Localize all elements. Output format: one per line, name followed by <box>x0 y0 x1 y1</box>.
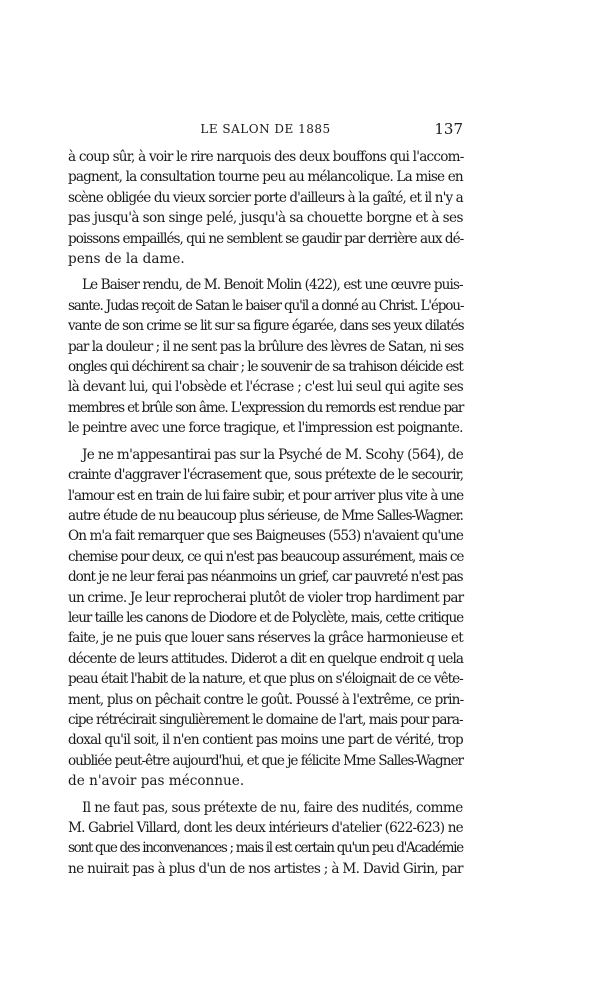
text-line: membres et brûle son âme. L'expression du remords est rendue par <box>68 399 464 416</box>
text-line: ment, plus on pêchait contre le goût. Poussé à l'extrême, ce prin- <box>68 691 464 708</box>
paragraph-3 <box>68 445 463 792</box>
page-header <box>68 120 463 142</box>
text-line: leur taille les canons de Diodore et de Polyclète, mais, cette critique <box>68 609 464 626</box>
paragraph-1 <box>68 147 463 269</box>
text-line: dont je ne leur ferai pas néanmoins un grief, car pauvreté n'est pas <box>68 569 463 586</box>
paragraph-4 <box>68 798 463 880</box>
text-line: pens de la dame. <box>68 251 185 268</box>
text-line: vante de son crime se lit sur sa figure égarée, dans ses yeux dilatés <box>68 318 464 335</box>
body-text <box>68 147 463 885</box>
text-line: sont que des inconvenances ; mais il est certain qu'un peu d'Académie <box>68 840 463 857</box>
text-line: scène obligée du vieux sorcier porte d'ailleurs à la gaîté, et il n'y a <box>68 189 463 206</box>
text-line: cipe rétrécirait singulièrement le domaine de l'art, mais pour para- <box>68 711 463 728</box>
text-line: par la douleur ; il ne sent pas la brûlure des lèvres de Satan, ni ses <box>68 338 464 355</box>
text-line: pagnent, la consultation tourne peu au mélancolique. La mise en <box>68 169 463 186</box>
running-title: LE SALON DE 1885 <box>200 122 331 136</box>
text-line: à coup sûr, à voir le rire narquois des deux bouffons qui l'accom- <box>68 149 464 165</box>
text-line: Je ne m'appesantirai pas sur la Psyché de M. Scohy (564), de <box>82 446 464 463</box>
text-line: chemise pour deux, ce qui n'est pas beaucoup assurément, mais ce <box>68 548 464 565</box>
text-line: ne nuirait pas à plus d'un de nos artistes ; à M. David Girin, par <box>68 860 463 877</box>
page-number: 137 <box>434 120 463 138</box>
text-line: faite, je ne puis que louer sans réserves la grâce harmonieuse et <box>68 630 463 647</box>
text-line: Il ne faut pas, sous prétexte de nu, faire des nudités, comme <box>82 799 463 816</box>
text-line: pas jusqu'à son singe pelé, jusqu'à sa chouette borgne et à ses <box>68 210 463 227</box>
text-line: oubliée peut-être aujourd'hui, et que je félicite Mme Salles-Wagner <box>68 752 463 769</box>
text-line: là devant lui, qui l'obsède et l'écrase ; c'est lui seul qui agite ses <box>68 379 464 396</box>
text-line: peau était l'habit de la nature, et que plus on s'éloignait de ce vête- <box>68 671 463 688</box>
text-line: M. Gabriel Villard, dont les deux intérieurs d'atelier (622-623) ne <box>68 820 463 836</box>
text-line: poissons empaillés, qui ne semblent se gaudir par derrière aux dé- <box>68 230 464 247</box>
text-line: ongles qui déchirent sa chair ; le souvenir de sa trahison déicide est <box>68 359 463 376</box>
paragraph-2 <box>68 275 463 438</box>
text-line: doxal qu'il soit, il n'en contient pas moins une part de vérité, trop <box>68 732 463 749</box>
text-line: de n'avoir pas méconnue. <box>68 773 245 790</box>
text-line: décente de leurs attitudes. Diderot a dit en quelque endroit q uela <box>68 650 464 667</box>
text-line: sante. Judas reçoit de Satan le baiser qu'il a donné au Christ. L'épou- <box>68 297 464 314</box>
text-line: le peintre avec une force tragique, et l'impression est poignante. <box>68 420 463 437</box>
text-line: crainte d'aggraver l'écrasement que, sous prétexte de le secourir, <box>68 467 464 484</box>
text-line: l'amour est en train de lui faire subir, et pour arriver plus vite à une <box>68 487 464 504</box>
text-line: autre étude de nu beaucoup plus sérieuse, de Mme Salles-Wagner. <box>68 507 463 524</box>
text-line: un crime. Je leur reprocherai plutôt de violer trop hardiment par <box>68 589 464 606</box>
text-line: On m'a fait remarquer que ses Baigneuses (553) n'avaient qu'une <box>68 528 463 545</box>
text-line: Le Baiser rendu, de M. Benoit Molin (422), est une œuvre puis- <box>82 277 463 294</box>
